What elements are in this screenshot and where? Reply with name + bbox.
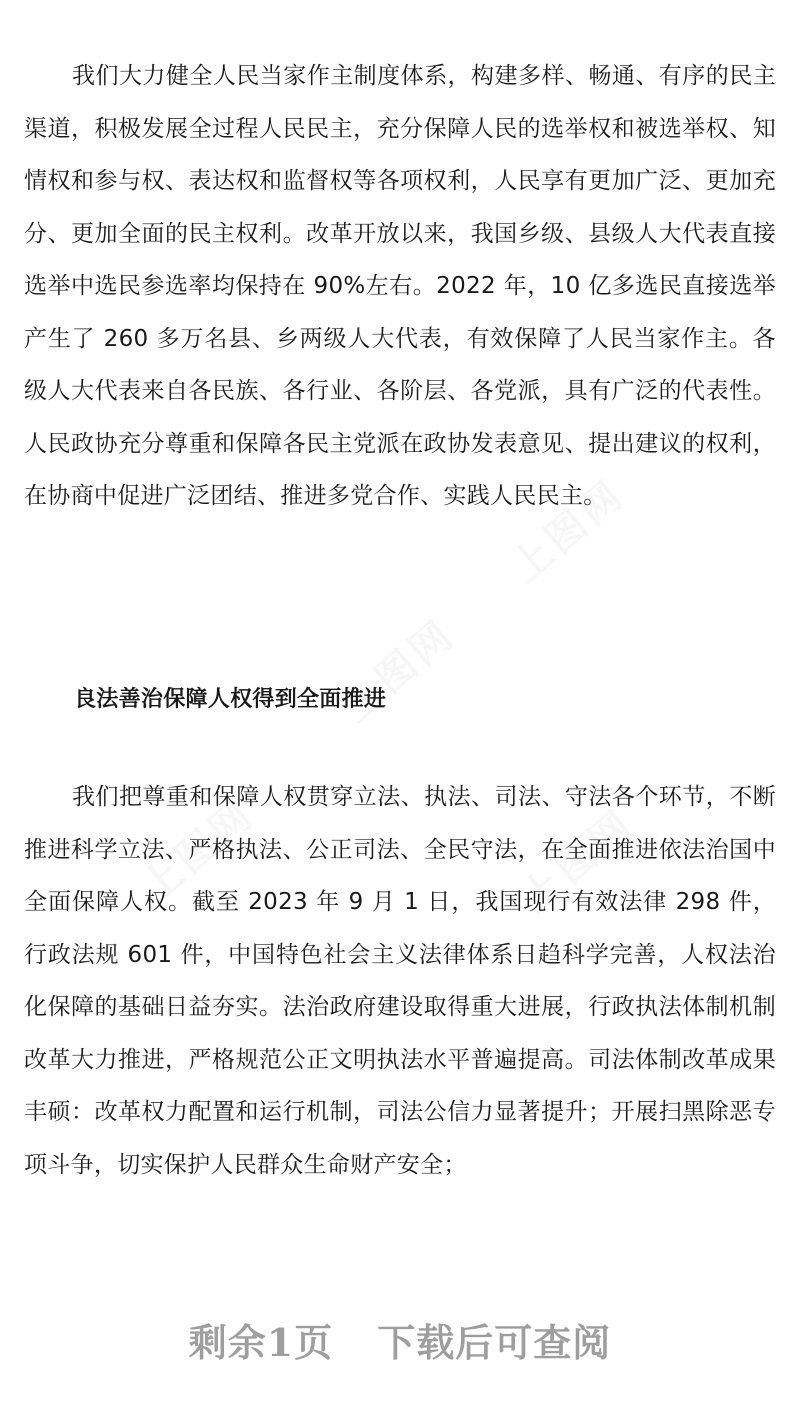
section-heading: 良法善治保障人权得到全面推进 — [74, 687, 387, 712]
download-prompt-label: 下载后可查阅 — [377, 1320, 612, 1365]
download-banner[interactable] — [0, 1318, 800, 1368]
body-paragraph-rule-of-law: 我们把尊重和保障人权贯穿立法、执法、司法、守法各个环节，不断推进科学立法、严格执法、公正司法、全民守法，在全面推进依法治国中全面保障人权。截至 2023 年 9 月 1 日，我国现行有效法律 298 件，行政法规 601 件，中国特色社会主义法律体系日趋科学完善，人权法治化保障的基础日益夯实。法治政府建设取得重大进展，行政执法体制机制改革大力推进，严格规范公正文明执法水平普遍提高。司法体制改革成果丰硕：改革权力配置和运行机制，司法公信力显著提升；开展扫黑除恶专项斗争，切实保护人民群众生命财产安全； — [24, 784, 777, 1178]
remaining-pages-label: 剩余1页 — [188, 1320, 334, 1365]
body-paragraph-democracy: 我们大力健全人民当家作主制度体系，构建多样、畅通、有序的民主渠道，积极发展全过程人民民主，充分保障人民的选举权和被选举权、知情权和参与权、表达权和监督权等各项权利，人民享有更加广泛、更加充分、更加全面的民主权利。改革开放以来，我国乡级、县级人大代表直接选举中选民参选率均保持在 90%左右。2022 年，10 亿多选民直接选举产生了 260 多万名县、乡两级人大代表，有效保障了人民当家作主。各级人大代表来自各民族、各行业、各阶层、各党派，具有广泛的代表性。人民政协充分尊重和保障各民主党派在政协发表意见、提出建议的权利，在协商中促进广泛团结、推进多党合作、实践人民民主。 — [24, 63, 776, 509]
